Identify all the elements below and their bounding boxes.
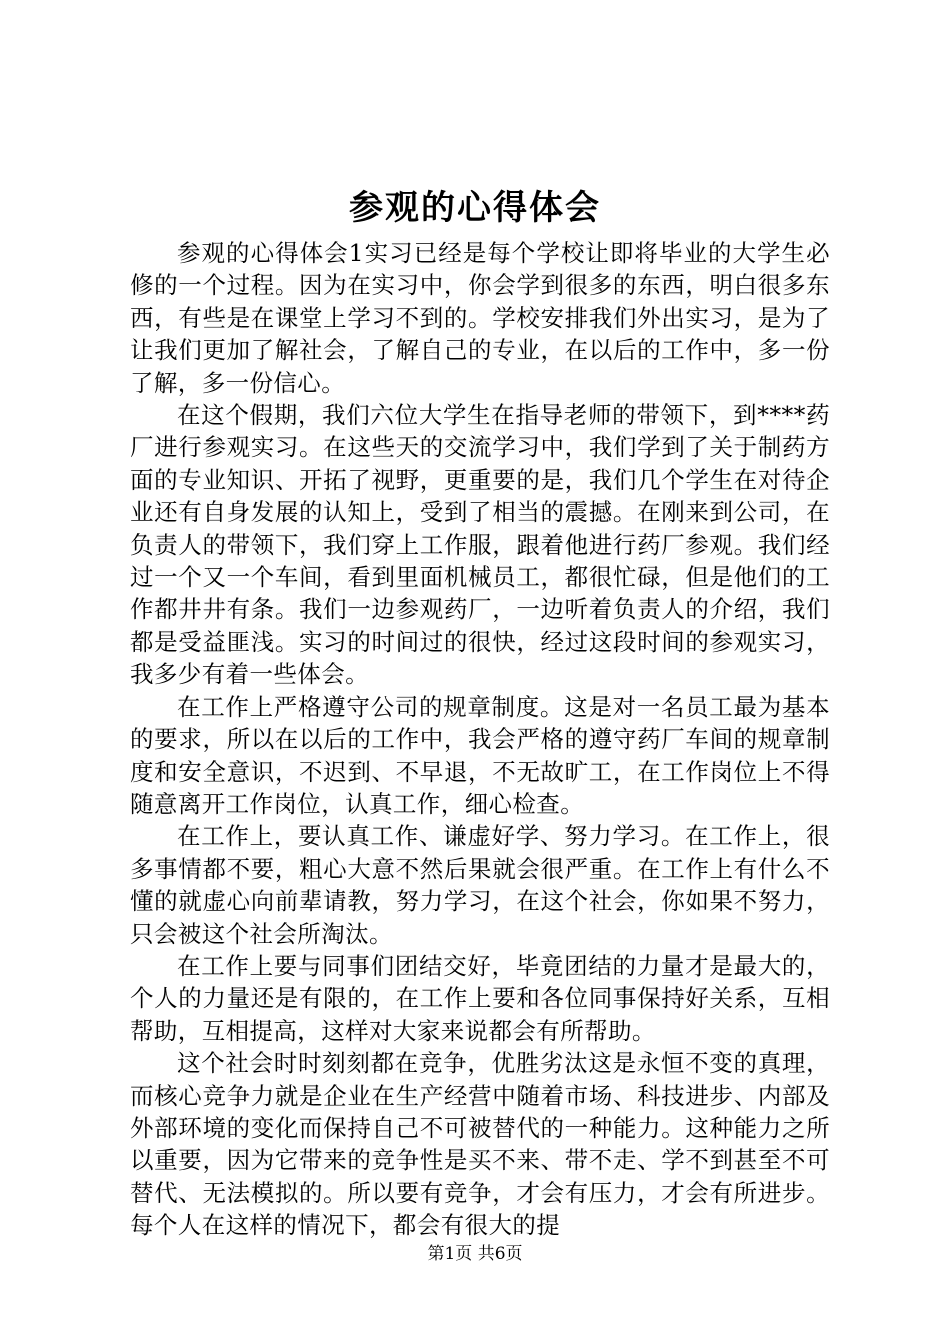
paragraph: 这个社会时时刻刻都在竞争，优胜劣汰这是永恒不变的真理，而核心竞争力就是企业在生产经营中随着市场、科技进步、内部及外部环境的变化而保持自己不可被替代的一种能力。这种能力之所以重要，因为它带来的竞争性是买不来、带不走、学不到甚至不可替代、无法模拟的。所以要有竞争，才会有压力，才会有所进步。每个人在这样的情况下，都会有很大的提: [130, 1049, 830, 1240]
paragraph: 参观的心得体会1实习已经是每个学校让即将毕业的大学生必修的一个过程。因为在实习中，你会学到很多的东西，明白很多东西，有些是在课堂上学习不到的。学校安排我们外出实习，是为了让我们更加了解社会，了解自己的专业，在以后的工作中，多一份了解，多一份信心。: [130, 239, 830, 397]
document-title: 参观的心得体会: [349, 188, 601, 228]
paragraph: 在工作上要与同事们团结交好，毕竟团结的力量才是最大的，个人的力量还是有限的，在工作上要和各位同事保持好关系，互相帮助，互相提高，这样对大家来说都会有所帮助。: [130, 951, 830, 1045]
document-body: [130, 237, 830, 1242]
paragraph: 在这个假期，我们六位大学生在指导老师的带领下，到****药厂进行参观实习。在这些天的交流学习中，我们学到了关于制药方面的专业知识、开拓了视野，更重要的是，我们几个学生在对待企业还有自身发展的认知上，受到了相当的震撼。在刚来到公司，在负责人的带领下，我们穿上工作服，跟着他进行药厂参观。我们经过一个又一个车间，看到里面机械员工，都很忙碌，但是他们的工作都井井有条。我们一边参观药厂，一边听着负责人的介绍，我们都是受益匪浅。实习的时间过的很快，经过这段时间的参观实习，我多少有着一些体会。: [130, 401, 830, 689]
paragraph: 在工作上严格遵守公司的规章制度。这是对一名员工最为基本的要求，所以在以后的工作中，我会严格的遵守药厂车间的规章制度和安全意识，不迟到、不早退，不无故旷工，在工作岗位上不得随意离开工作岗位，认真工作，细心检查。: [130, 692, 830, 818]
page-number-footer: 第1页 共6页: [427, 1244, 523, 1264]
paragraph: 在工作上，要认真工作、谦虚好学、努力学习。在工作上，很多事情都不要，粗心大意不然后果就会很严重。在工作上有什么不懂的就虚心向前辈请教，努力学习，在这个社会，你如果不努力，只会被这个社会所淘汰。: [130, 822, 830, 948]
